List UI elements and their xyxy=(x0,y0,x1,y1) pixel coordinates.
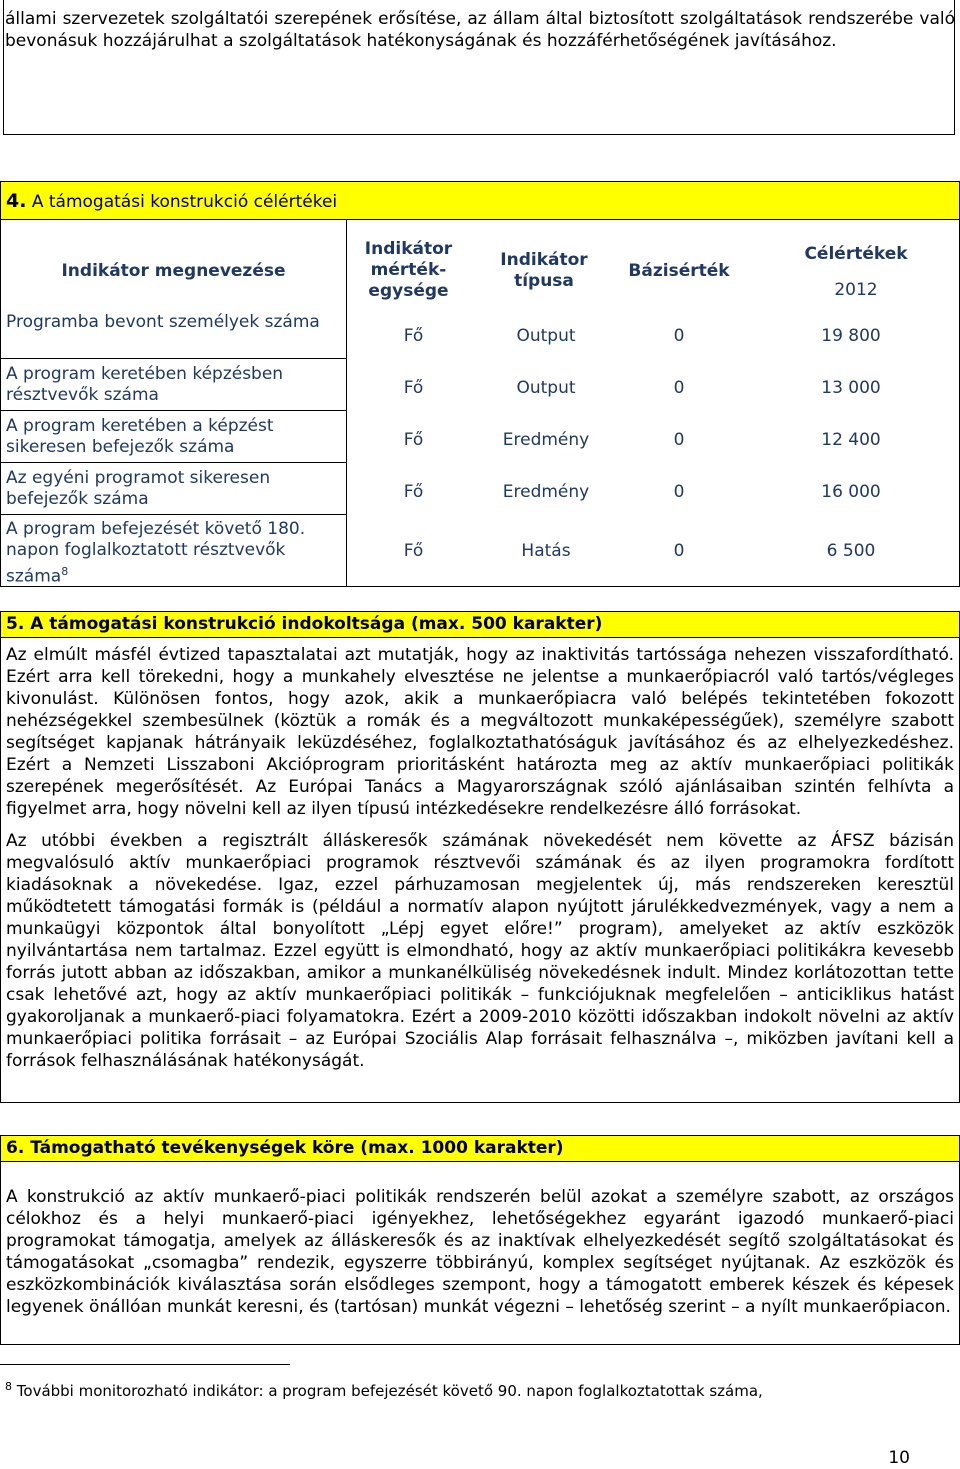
footnote-text: További monitorozható indikátor: a program befejezését követő 90. napon foglalkoztatottak száma, xyxy=(16,1382,763,1400)
header-year: 2012 xyxy=(834,280,878,300)
row-5-unit: Fő xyxy=(403,541,424,561)
intro-paragraph: állami szervezetek szolgáltatói szerepének erősítése, az állam által biztosított szolgáltatások rendszerébe való bevonásuk hozzájárulhat a szolgáltatások hatékonyságának és hozzáférhetőségének javításához. xyxy=(5,9,955,51)
row-5-name xyxy=(6,519,341,588)
row-2-unit: Fő xyxy=(403,378,424,398)
header-divider xyxy=(1,219,959,220)
section-5 xyxy=(0,611,960,1103)
section-4-title xyxy=(6,190,337,212)
row-2-type: Output xyxy=(516,378,576,398)
row-divider xyxy=(1,410,346,411)
row-1-base: 0 xyxy=(673,326,685,346)
row-2-target: 13 000 xyxy=(821,378,881,398)
footnote-ref[interactable]: 8 xyxy=(61,565,69,578)
row-1-target: 19 800 xyxy=(821,326,881,346)
section-4-title-text: A támogatási konstrukció célértékei xyxy=(31,192,338,212)
section-4-number: 4. xyxy=(6,190,27,212)
row-3-unit: Fő xyxy=(403,430,424,450)
header-type: Indikátor típusa xyxy=(500,250,588,291)
footnote xyxy=(5,1380,763,1400)
row-3-target: 12 400 xyxy=(821,430,881,450)
row-3-type: Eredmény xyxy=(502,430,590,450)
row-1-type: Output xyxy=(516,326,576,346)
header-target: Célértékek xyxy=(804,244,908,264)
row-4-name: Az egyéni programot sikeresen befejezők száma xyxy=(6,468,271,509)
row-4-type: Eredmény xyxy=(502,482,590,502)
row-divider xyxy=(1,514,346,515)
row-1-name: Programba bevont személyek száma xyxy=(6,312,320,332)
section-5-body xyxy=(1,638,959,1072)
section-6-body xyxy=(1,1162,959,1318)
row-4-base: 0 xyxy=(673,482,685,502)
row-5-target: 6 500 xyxy=(826,541,876,561)
row-3-base: 0 xyxy=(673,430,685,450)
section-4-header xyxy=(1,182,959,219)
section-5-title: 5. A támogatási konstrukció indokoltsága (max. 500 karakter) xyxy=(1,612,959,638)
header-unit: Indikátor mérték-egysége xyxy=(364,239,453,301)
section-6-paragraph-1: A konstrukció az aktív munkaerő-piaci politikák rendszerén belül azokat a személyre szabott, az országos célokhoz és a helyi munkaerő-piaci igényekhez, lehetőségekhez egyaránt igazodó munkaerő-piaci programokat támogatja, amelyek az álláskeresők és az inaktívak elhelyezkedését segítő szolgáltatásokat és támogatásokat „csomagba” rendezik, egyszerre többirányú, komplex segítséget nyújtanak. Az eszközök és eszközkombinációk kiválasztása során elsődleges szempont, hogy a támogatott emberek készek és képesek legyenek önállóan munkát keresni, és (tartósan) munkát végezni – lehetőség szerint – a nyílt munkaerőpiacon. xyxy=(6,1187,954,1317)
row-4-target: 16 000 xyxy=(821,482,881,502)
row-4-unit: Fő xyxy=(403,482,424,502)
page-number: 10 xyxy=(888,1448,910,1468)
row-divider xyxy=(1,462,346,463)
header-base: Bázisérték xyxy=(628,261,730,281)
row-5-base: 0 xyxy=(673,541,685,561)
section-5-paragraph-1: Az elmúlt másfél évtized tapasztalatai azt mutatják, hogy az inaktivitás tartóssága nehezen visszafordítható. Ezért arra kell törekedni, hogy a munkahely elvesztése ne jelentse a munkaerőpiacról való tartós/végleges kivonulást. Különösen fontos, hogy azok, akik a munkaerőpiacra való belépés tekintetében fokozott nehézségekkel szembesülnek (köztük a romák és a megváltozott munkaképességűek), személyre szabott segítséget kapjanak hátrányaik leküzdéséhez, foglalkoztathatóságuk javításához és az elhelyezkedéshez. Ezért a Nemzeti Lisszaboni Akcióprogram prioritásként határozta meg az aktív munkaerőpiaci politikák szerepének megerősítését. Az Európai Tanács a Magyarországnak szóló ajánlásaiban szintén felhívta a figyelmet arra, hogy növelni kell az ilyen típusú intézkedésekre rendelkezésre álló forrásokat. xyxy=(6,645,954,819)
row-2-name: A program keretében képzésben résztvevők száma xyxy=(6,364,284,405)
header-indicator-name: Indikátor megnevezése xyxy=(61,261,286,281)
row-5-type: Hatás xyxy=(521,541,571,561)
footnote-number: 8 xyxy=(5,1380,12,1393)
row-1-unit: Fő xyxy=(403,326,424,346)
row-divider xyxy=(1,358,346,359)
footnote-separator xyxy=(0,1364,290,1365)
section-4-table xyxy=(0,181,960,587)
section-6-title: 6. Támogatható tevékenységek köre (max. 1000 karakter) xyxy=(1,1136,959,1162)
row-5-name-text: A program befejezését követő 180. napon foglalkoztatott résztvevők száma xyxy=(6,519,306,587)
section-5-paragraph-2: Az utóbbi években a regisztrált álláskeresők számának növekedését nem követte az ÁFSZ bázisán megvalósuló aktív munkaerőpiaci programok résztvevői számának és az ilyen programokra fordított kiadásoknak a növekedése. Igaz, ezzel párhuzamosan megjelentek új, más rendszereken keresztül működtetett támogatási formák is (például a normatív alapon nyújtott járulékkedvezmények, vagy a nem a munkaügyi központok által bonyolított „Lépj egyet előre!” program), amelyeket az aktív eszközök nyilvántartása nem tartalmaz. Ezzel együtt is elmondható, hogy az aktív munkaerőpiaci politikákra kevesebb forrás jutott abban az időszakban, amikor a munkanélküliség növekedésnek indult. Mindez korlátozottan tette csak lehetővé azt, hogy az aktív munkaerőpiaci politikák – funkciójuknak megfelelően – anticiklikus hatást gyakoroljanak a munkaerő-piaci folyamatokra. Ezért a 2009-2010 közötti időszakban indokolt növelni az aktív munkaerőpiaci politika forrásait – az Európai Szociális Alap forrásait felhasználva –, miközben javítani kell a források felhasználásának hatékonyságát. xyxy=(6,831,954,1071)
section-6 xyxy=(0,1135,960,1345)
row-2-base: 0 xyxy=(673,378,685,398)
row-3-name: A program keretében a képzést sikeresen befejezők száma xyxy=(6,416,274,457)
